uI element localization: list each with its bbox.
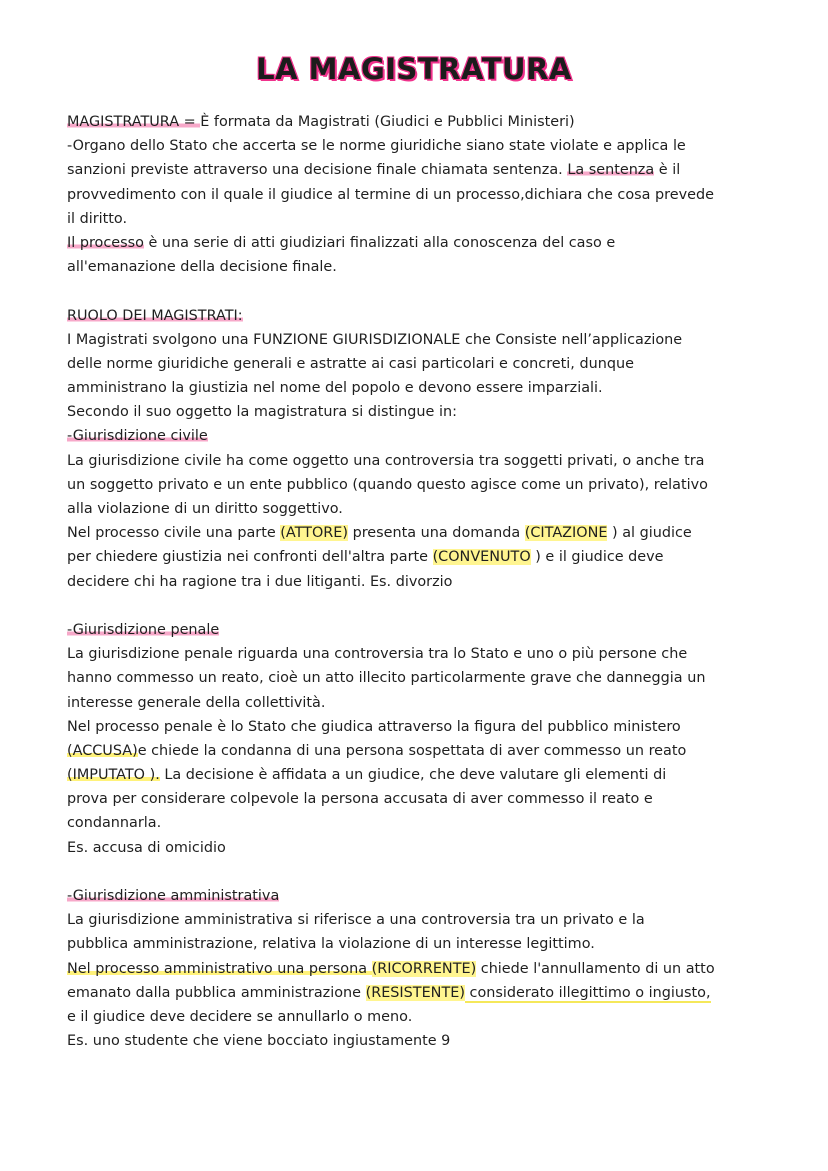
text-line: sanzioni previste attraverso una decisione finale chiamata sentenza. La sentenza è il: [67, 162, 681, 179]
text-line: provvedimento con il quale il giudice al termine di un processo,dichiara che cosa prevede: [67, 186, 714, 203]
text-line: Es. uno studente che viene bocciato ingiustamente 9: [67, 1033, 451, 1050]
text-line: (IMPUTATO ). La decisione è affidata a un giudice, che deve valutare gli elementi di: [67, 767, 667, 784]
text-line: pubblica amministrazione, relativa la violazione di un interesse legittimo.: [67, 936, 595, 953]
term-attore: (ATTORE): [280, 525, 348, 542]
page-title: LA MAGISTRATURA: [256, 52, 572, 86]
subsection-heading: -Giurisdizione penale: [67, 621, 220, 638]
document-body: [67, 110, 767, 1053]
text-line: prova per considerare colpevole la persona accusata di aver commesso il reato e: [67, 791, 653, 808]
term-ricorrente: (RICORRENTE): [371, 960, 477, 977]
text-line: Nel processo civile una parte (ATTORE) presenta una domanda (CITAZIONE ) al giudice: [67, 525, 692, 542]
term-convenuto: (CONVENUTO: [432, 549, 531, 566]
text-line: emanato dalla pubblica amministrazione (RESISTENTE) considerato illegittimo o ingiusto,: [67, 984, 711, 1001]
text-line: hanno commesso un reato, cioè un atto illecito particolarmente grave che danneggia un: [67, 670, 706, 687]
text-line: MAGISTRATURA = È formata da Magistrati (Giudici e Pubblici Ministeri): [67, 114, 575, 130]
text-line: per chiedere giustizia nei confronti dell'altra parte (CONVENUTO ) e il giudice deve: [67, 549, 664, 566]
term-citazione: (CITAZIONE: [524, 525, 608, 542]
term-processo: Il processo: [67, 234, 144, 251]
subsection-heading: -Giurisdizione amministrativa: [67, 888, 280, 904]
text-line: decidere chi ha ragione tra i due litiganti. Es. divorzio: [67, 573, 453, 590]
text-line: amministrano la giustizia nel nome del popolo e devono essere imparziali.: [67, 380, 603, 397]
term-magistratura: MAGISTRATURA =: [67, 114, 201, 130]
text-line: Nel processo amministrativo una persona (RICORRENTE) chiede l'annullamento di un atto: [67, 960, 715, 977]
text-line: interesse generale della collettività.: [67, 694, 326, 711]
text-line: -Organo dello Stato che accerta se le norme giuridiche siano state violate e applica le: [67, 138, 686, 155]
text-line: un soggetto privato e un ente pubblico (quando questo agisce come un privato), relativo: [67, 476, 708, 493]
subsection-heading: -Giurisdizione civile: [67, 428, 208, 445]
text-line: Nel processo penale è lo Stato che giudica attraverso la figura del pubblico ministero: [67, 718, 681, 735]
text-line: Es. accusa di omicidio: [67, 839, 226, 856]
term-accusa: (ACCUSA): [67, 742, 138, 759]
term-sentenza: La sentenza: [567, 162, 655, 179]
text-line: il diritto.: [67, 210, 128, 227]
text-line: La giurisdizione civile ha come oggetto una controversia tra soggetti privati, o anche tra: [67, 452, 705, 469]
text-line: condannarla.: [67, 815, 162, 832]
text-line: delle norme giuridiche generali e astratte ai casi particolari e concreti, dunque: [67, 355, 634, 372]
text-line: alla violazione di un diritto soggettivo.: [67, 501, 343, 517]
text-line: La giurisdizione amministrativa si riferisce a una controversia tra un privato e la: [67, 912, 645, 929]
term-imputato: (IMPUTATO ).: [67, 767, 160, 784]
text-line: Secondo il suo oggetto la magistratura si distingue in:: [67, 404, 457, 421]
text-line: e il giudice deve decidere se annullarlo o meno.: [67, 1008, 413, 1025]
text-line: La giurisdizione penale riguarda una controversia tra lo Stato e uno o più persone che: [67, 646, 688, 663]
text-line: all'emanazione della decisione finale.: [67, 259, 337, 276]
section-heading: RUOLO DEI MAGISTRATI:: [67, 307, 243, 324]
text-line: Il processo è una serie di atti giudiziari finalizzati alla conoscenza del caso e: [67, 234, 616, 251]
term-resistente: (RESISTENTE): [365, 984, 465, 1001]
text-line: I Magistrati svolgono una FUNZIONE GIURISDIZIONALE che Consiste nell’applicazione: [67, 331, 683, 348]
text-line: (ACCUSA)e chiede la condanna di una persona sospettata di aver commesso un reato: [67, 742, 687, 759]
